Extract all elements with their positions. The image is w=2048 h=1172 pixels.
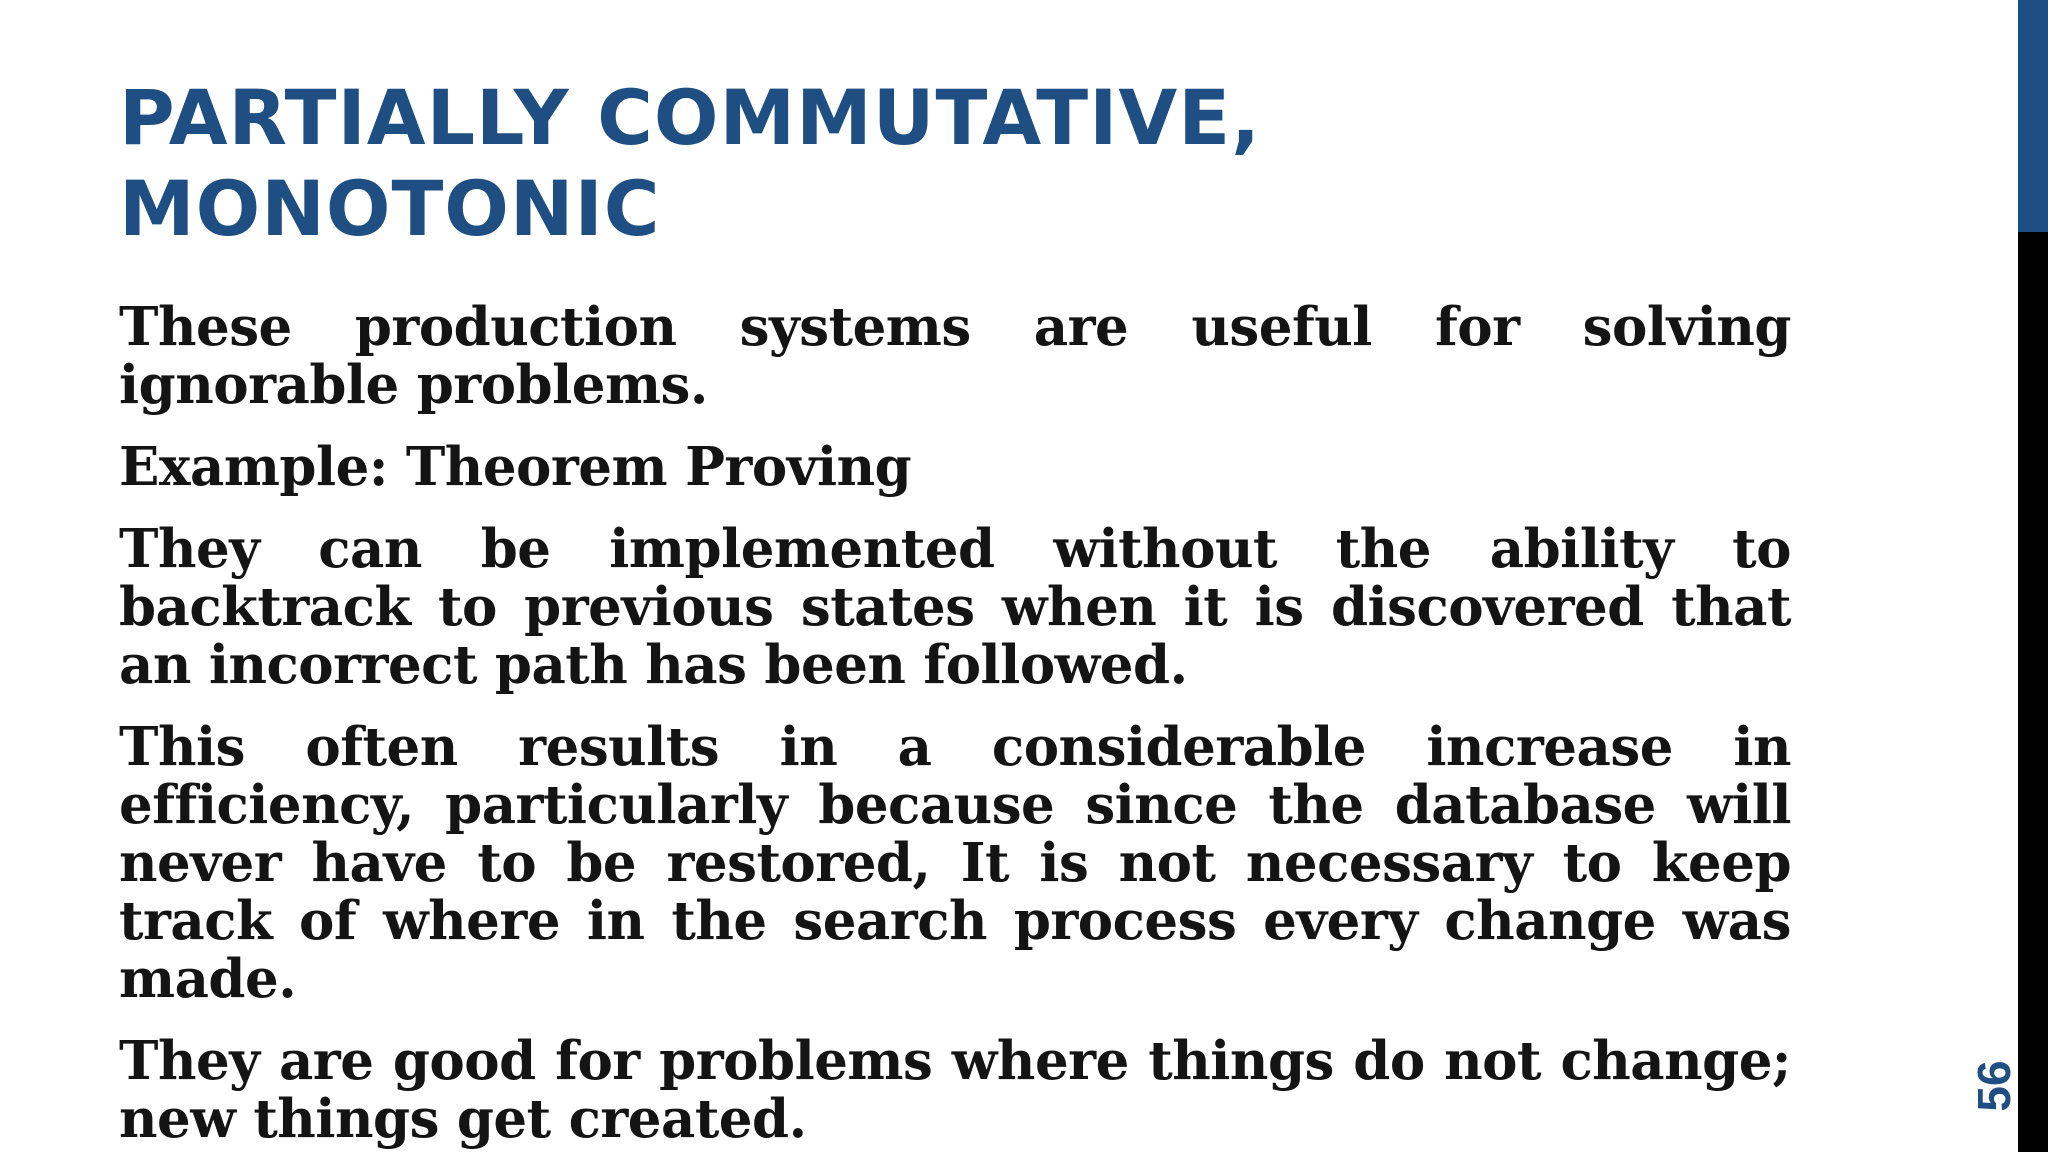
side-bar-accent xyxy=(2018,0,2048,232)
paragraph-no-backtrack: They can be implemented without the ability to backtrack to previous states when it is discovered that an incorrect path has been followed. xyxy=(119,518,1791,696)
paragraph-ignorable-problems: These production systems are useful for solving ignorable problems. xyxy=(119,296,1791,416)
paragraph-example: Example: Theorem Proving xyxy=(119,436,912,498)
paragraph-efficiency: This often results in a considerable increase in efficiency, particularly because since the database will never have to be restored, It is not necessary to keep track of where in the search process every change was made. xyxy=(119,716,1791,1010)
slide-title xyxy=(119,72,1819,254)
slide-title-line-2: MONOTONIC xyxy=(119,164,661,253)
paragraph-new-things: They are good for problems where things do not change; new things get created. xyxy=(119,1030,1791,1150)
slide-body xyxy=(119,298,1791,1172)
slide-title-line-1: PARTIALLY COMMUTATIVE, xyxy=(119,73,1262,162)
page-number: 56 xyxy=(1968,1060,2020,1112)
